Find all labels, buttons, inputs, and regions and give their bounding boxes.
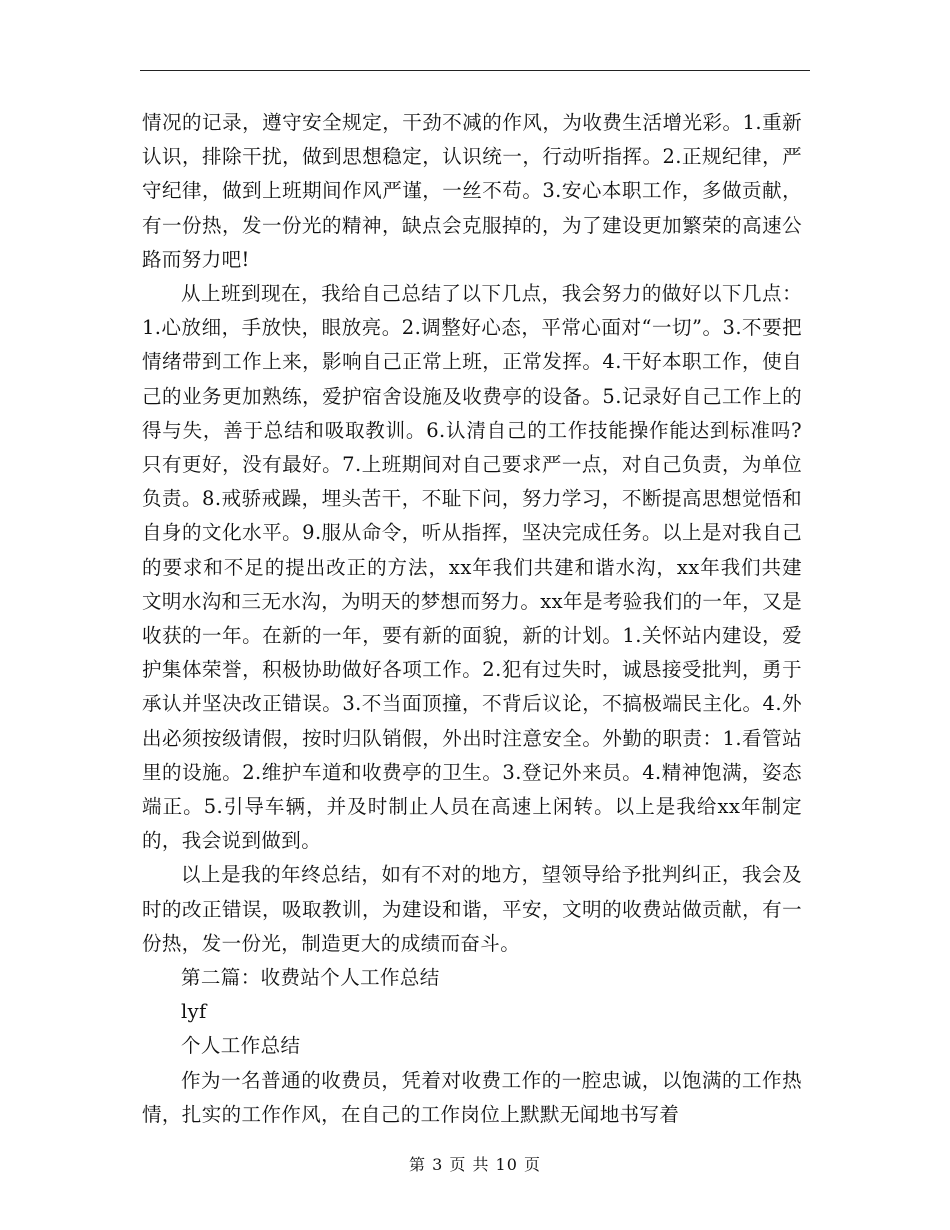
section-heading: 第二篇：收费站个人工作总结: [181, 966, 440, 990]
page-number: 第 3 页 共 10 页: [409, 1155, 541, 1174]
paragraph-continuation: 情况的记录，遵守安全规定，干劲不减的作风，为收费生活增光彩。1.重新认识，排除干扰，做到思想稳定，认识统一，行动听指挥。2.正规纪律，严守纪律，做到上班期间作风严谨，一丝不苟。3.安心本职工作，多做贡献，有一份热，发一份光的精神，缺点会克服掉的，为了建设更加繁荣的高速公路而努力吧!: [142, 111, 802, 271]
document-body: [142, 106, 802, 1132]
paragraph-summary-points: 从上班到现在，我给自己总结了以下几点，我会努力的做好以下几点：1.心放细，手放快，眼放亮。2.调整好心态，平常心面对“一切”。3.不要把情绪带到工作上来，影响自己正常上班，正常发挥。4.干好本职工作，使自己的业务更加熟练，爱护宿舍设施及收费亭的设备。5.记录好自己工作上的得与失，善于总结和吸取教训。6.认清自己的工作技能操作能达到标准吗?只有更好，没有最好。7.上班期间对自己要求严一点，对自己负责，为单位负责。8.戒骄戒躁，埋头苦干，不耻下问，努力学习，不断提高思想觉悟和自身的文化水平。9.服从命令，听从指挥，坚决完成任务。以上是对我自己的要求和不足的提出改正的方法，xx年我们共建和谐水沟，xx年我们共建文明水沟和三无水沟，为明天的梦想而努力。xx年是考验我们的一年，又是收获的一年。在新的一年，要有新的面貌，新的计划。1.关怀站内建设，爱护集体荣誉，积极协助做好各项工作。2.犯有过失时，诚恳接受批判，勇于承认并坚决改正错误。3.不当面顶撞，不背后议论，不搞极端民主化。4.外出必须按级请假，按时归队销假，外出时注意安全。外勤的职责：1.看管站里的设施。2.维护车道和收费亭的卫生。3.登记外来员。4.精神饱满，姿态端正。5.引导车辆，并及时制止人员在高速上闲转。以上是我给xx年制定的，我会说到做到。: [142, 282, 802, 853]
paragraph-intro: 作为一名普通的收费员，凭着对收费工作的一腔忠诚，以饱满的工作热情，扎实的工作作风，在自己的工作岗位上默默无闻地书写着: [142, 1068, 802, 1126]
header-rule: [140, 70, 810, 71]
author-initials: lyf: [181, 1000, 207, 1024]
paragraph-conclusion: 以上是我的年终总结，如有不对的地方，望领导给予批判纠正，我会及时的改正错误，吸取教训，为建设和谐，平安，文明的收费站做贡献，有一份热，发一份光，制造更大的成绩而奋斗。: [142, 863, 802, 955]
subtitle: 个人工作总结: [181, 1034, 301, 1058]
